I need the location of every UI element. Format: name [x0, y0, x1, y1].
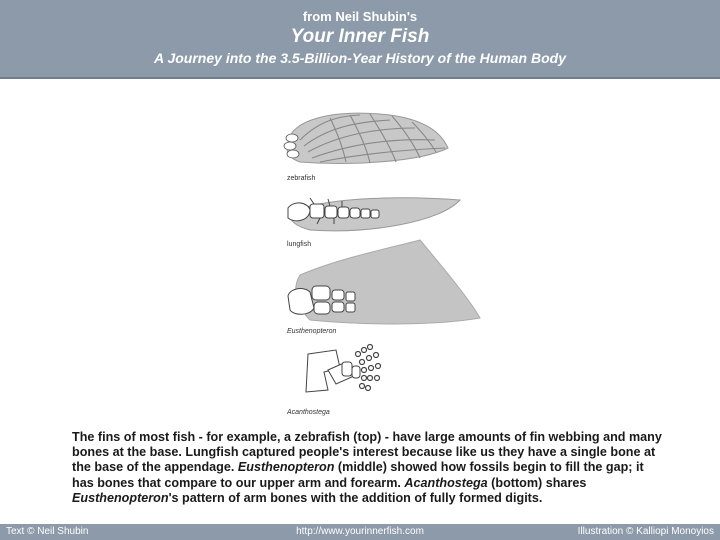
zebrafish-fin-drawing	[284, 113, 448, 163]
book-title: Your Inner Fish	[290, 26, 430, 47]
caption-text-1: The fins of most fish - for example, a zebrafish (top) - have large amounts of fin webbing and many bones at the base. Lungfish captured people's interest because like us they have a single bone at the base of the appendage.	[72, 430, 662, 475]
caption-italic-eusthenopteron: Eusthenopteron	[237, 460, 335, 475]
illustration-credit: Illustration © Kalliopi Monoyios	[577, 526, 714, 537]
text-credit: Text © Neil Shubin	[6, 526, 89, 537]
eusthenopteron-fin-drawing	[288, 240, 480, 324]
fin-evolution-illustration	[270, 100, 490, 422]
header-banner	[0, 0, 720, 79]
lungfish-fin-drawing	[288, 198, 460, 231]
acanthostega-label: Acanthostega	[287, 409, 330, 416]
website-link[interactable]: http://www.yourinnerfish.com	[296, 526, 424, 537]
caption-text-3: (bottom) shares	[487, 475, 587, 490]
book-subtitle: A Journey into the 3.5-Billion-Year History of the Human Body	[153, 50, 566, 66]
caption-italic-acanthostega: Acanthostega	[404, 475, 488, 490]
caption-text-2: (middle) showed how fossils begin to fill the gap; it has bones that compare to our upper arm and forearm.	[72, 460, 644, 490]
acanthostega-limb-drawing	[306, 345, 381, 393]
footer-bar	[0, 524, 720, 540]
fin-drawings	[270, 100, 490, 422]
caption-italic-eusthenopteron-2: Eusthenopteron	[72, 490, 169, 505]
eusthenopteron-label: Eusthenopteron	[287, 328, 337, 335]
lungfish-label: lungfish	[287, 241, 312, 248]
caption-text-4: 's pattern of arm bones with the addition of fully formed digits.	[168, 490, 543, 505]
book-attribution: from Neil Shubin's	[302, 9, 418, 24]
figure-caption	[72, 430, 662, 506]
zebrafish-label: zebrafish	[287, 175, 316, 182]
